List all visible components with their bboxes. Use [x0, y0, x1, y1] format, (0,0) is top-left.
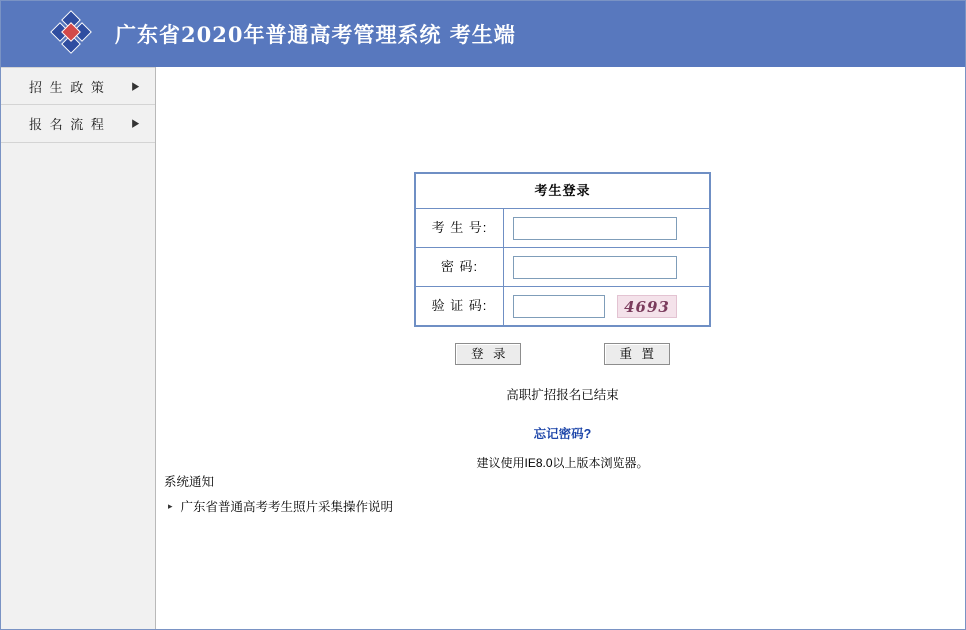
password-input[interactable]: [513, 256, 677, 279]
system-notice-title: 系统通知: [164, 475, 215, 489]
login-button-row: [414, 343, 711, 365]
sidebar-item-registration-process[interactable]: [1, 105, 155, 143]
chevron-right-icon: ▶: [132, 116, 141, 129]
sidebar: [1, 67, 156, 629]
password-field-wrap: [504, 256, 709, 279]
form-row-captcha: [416, 287, 709, 325]
diamond-cluster-logo-icon: [53, 14, 93, 54]
login-button[interactable]: 登 录: [455, 343, 521, 365]
reset-button[interactable]: 重 置: [604, 343, 670, 365]
examinee-id-label: 考 生 号:: [416, 209, 504, 247]
system-notice-item[interactable]: [168, 497, 393, 515]
forgot-password-link[interactable]: 忘记密码?: [533, 427, 592, 441]
main-content: [156, 67, 965, 629]
app-header: [1, 1, 965, 67]
captcha-field-wrap: [504, 295, 709, 318]
captcha-input[interactable]: [513, 295, 605, 318]
form-row-password: [416, 248, 709, 287]
page-title: 广东省2020年普通高考管理系统 考生端: [115, 22, 516, 47]
examinee-id-field-wrap: [504, 217, 709, 240]
password-label: 密 码:: [416, 248, 504, 286]
captcha-image[interactable]: 4693: [617, 295, 677, 318]
triangle-right-icon: ▸: [168, 500, 173, 511]
login-panel: [414, 172, 711, 327]
sidebar-item-label: 报 名 流 程: [29, 117, 106, 132]
form-row-examinee-id: [416, 209, 709, 248]
sidebar-item-admission-policy[interactable]: [1, 67, 155, 105]
chevron-right-icon: ▶: [132, 79, 141, 92]
registration-closed-notice: 高职扩招报名已结束: [506, 388, 619, 402]
captcha-label: 验 证 码:: [416, 287, 504, 325]
body-area: [1, 67, 965, 629]
system-notice-link[interactable]: 广东省普通高考考生照片采集操作说明: [180, 500, 394, 514]
sidebar-item-label: 招 生 政 策: [29, 79, 106, 95]
browser-tip-text: 建议使用IE8.0以上版本浏览器。: [476, 456, 649, 470]
examinee-id-input[interactable]: [513, 217, 677, 240]
login-panel-title: 考生登录: [416, 174, 709, 209]
